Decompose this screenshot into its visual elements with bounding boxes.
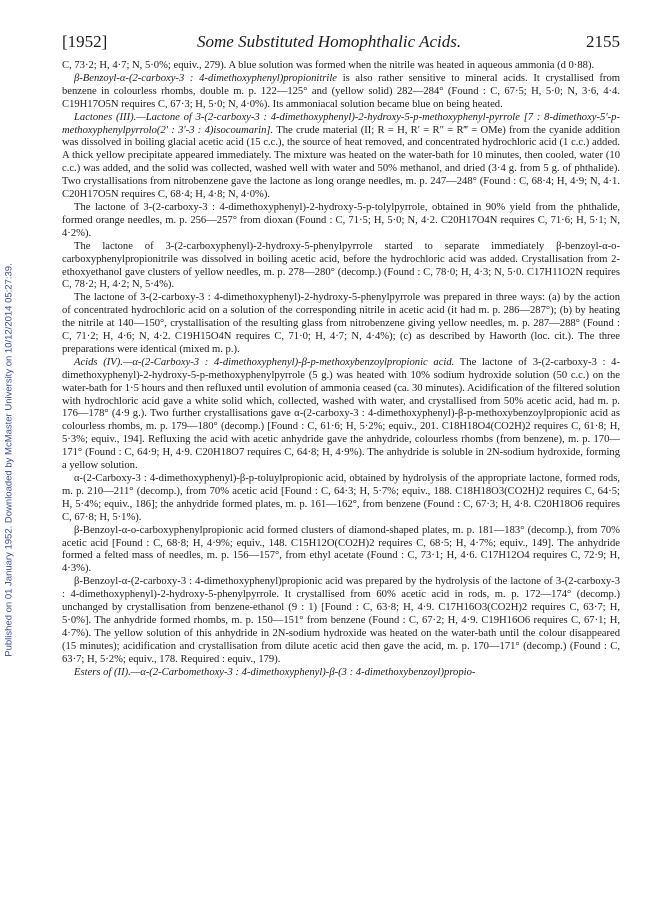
paragraph-lead: β-Benzoyl-α-(2-carboxy-3 : 4-dimethoxyphenyl)propionitrile <box>74 72 338 84</box>
paragraph-lead: Lactones (III).—Lactone of 3-(2-carboxy-3 : 4-dimethoxyphenyl)-2-hydroxy-5-p-methoxyphenyl-pyrrole [7 : 8-dimethoxy-5′-p-methoxyphenylpyrrolo(2′ : 3′-3 : 4)isocoumarin]. <box>62 111 620 136</box>
running-header <box>62 32 620 54</box>
paragraph-text: α-(2-Carboxy-3 : 4-dimethoxyphenyl)-β-p-toluylpropionic acid, obtained by hydrolysis of the appropriate lactone, formed rods, m. p. 210—211° (decomp.), from 70% acetic acid [Found : C, 64·3; H, 5·7%; equiv., 188. C18H18O3(CO2H)2 requires C, 64·5; H, 5·4%; equiv., 186]; the anhydride formed plates, m. p. 161—162°, from benzene (Found : C, 67·3; H, 4·8. C20H18O6 requires C, 67·8; H, 5·1%). <box>62 473 620 523</box>
download-notice-text: Published on 01 January 1952. Downloaded by McMaster University on 10/12/2014 05:27:39. <box>3 263 15 657</box>
paragraph <box>62 241 620 293</box>
paragraph <box>62 667 620 680</box>
running-title: Some Substituted Homophthalic Acids. <box>197 32 462 51</box>
paragraph <box>62 292 620 357</box>
paragraph-text: The lactone of 3-(2-carboxy-3 : 4-dimethoxyphenyl)-2-hydroxy-5-phenylpyrrole was prepared in three ways: (a) by the action of concentrated hydrochloric acid on a solution of the corresponding nitrile in acetic acid (it had m. p. 286—287°); (b) by heating the nitrile at 140—150°, crystallisation of the resulting glass from nitrobenzene giving yellow needles, m. p. 287—288° (Found : C, 71·2; H, 4·6; N, 4·2. C19H15O4N requires C, 71·0; H, 4·7; N, 4·4%); (c) as described by Haworth (loc. cit.). The three preparations were identical (mixed m. p.). <box>62 292 620 355</box>
paragraph <box>62 357 620 473</box>
paragraph-text: β-Benzoyl-α-(2-carboxy-3 : 4-dimethoxyphenyl)propionic acid was prepared by the hydrolysis of the lactone of 3-(2-carboxy-3 : 4-dimethoxyphenyl)-2-hydroxy-5-phenylpyrrole. It crystallised from 60% acetic acid in rods, m. p. 172—174° (decomp.) unchanged by crystallisation from benzene-ethanol (9 : 1) [Found : C, 63·8; H, 4·9. C17H16O3(CO2H)2 requires C, 63·7; H, 5·0%]. The anhydride formed rhombs, m. p. 150—151° from benzene (Found : C, 67·2; H, 4·9. C19H16O6 requires C, 67·1; H, 4·7%). The yellow solution of this anhydride in 2N-sodium hydroxide was heated on the water-bath until the colour disappeared (15 minutes); acidification and crystallisation from dilute acetic acid then gave the acid, m. p. 170—171° (decomp.) (Found : C, 63·7; H, 5·2%; equiv., 178. Required : equiv., 179). <box>62 576 620 665</box>
paragraph-text: β-Benzoyl-α-o-carboxyphenylpropionic acid formed clusters of diamond-shaped plates, m. p. 181—183° (decomp.), from 70% acetic acid [Found : C, 68·8; H, 4·9%; equiv., 148. C15H12O(CO2H)2 requires C, 68·5; H, 4·7%; equiv., 149]. The anhydride formed a felted mass of needles, m. p. 156—157°, from ethyl acetate (Found : C, 73·1; H, 4·6. C17H12O4 requires C, 72·9; H, 4·3%). <box>62 524 620 575</box>
paragraph-text: The lactone of 3-(2-carboxy-3 : 4-dimethoxyphenyl)-2-hydroxy-5-p-methoxyphenylpyrrole (5 g.) was heated with 10% sodium hydroxide solution (50 c.c.) on the water-bath for 1·5 hours and then refluxed until evolution of ammonia ceased (ca. 30 minutes). Acidification of the filtered solution with hydrochloric acid gave a white solid which, collected, washed with water, and crystallised from 50% acetic acid, had m. p. 176—178° (4·9 g.). Two further crystallisations gave α-(2-carboxy-3 : 4-dimethoxyphenyl)-β-p-methoxybenzoylpropionic acid as colourless rhombs, m. p. 179—180° (decomp.) [Found : C, 61·6; H, 5·2%; equiv., 201. C18H18O4(CO2H)2 requires C, 61·8; H, 5·3%; equiv., 194]. Refluxing the acid with acetic anhydride gave the anhydride, colourless rhombs (from benzene), m. p. 170—171° (Found : C, 64·9; H, 4·9. C20H18O7 requires C, 64·8; H, 4·9%). The anhydride is soluble in 2N-sodium hydroxide, forming a yellow solution. <box>62 356 620 472</box>
download-notice <box>1 160 17 760</box>
paragraph-text: The crude material (II; R = H, R′ = R″ = R‴ = OMe) from the cyanide addition was dissolved in boiling glacial acetic acid (15 c.c.), the source of heat removed, and concentrated hydrochloric acid (1 c.c.) added. A thick yellow precipitate appeared immediately. The mixture was heated on the water-bath for 10 minutes, then cooled, water (10 c.c.) was added, and the solid was collected, washed well with water and 50% methanol, and dried (3·4 g. from 5 g. of phthalide). Two crystallisations from nitrobenzene gave the lactone as long orange needles, m. p. 247—248° (Found : C, 68·4; H, 4·9; N, 4·1. C20H17O5N requires C, 68·4; H, 4·8; N, 4·0%). <box>62 124 620 201</box>
paragraph <box>62 112 620 202</box>
paragraph <box>62 576 620 666</box>
journal-year: [1952] <box>62 32 108 51</box>
paragraph-lead: Esters of (II).—α-(2-Carbomethoxy-3 : 4-dimethoxyphenyl)-β-(3 : 4-dimethoxybenzoyl)propio- <box>74 666 476 678</box>
paragraph <box>62 473 620 525</box>
paragraph-text: The lactone of 3-(2-carboxy-3 : 4-dimethoxyphenyl)-2-hydroxy-5-p-tolylpyrrole, obtained in 90% yield from the phthalide, formed orange needles, m. p. 256—257° from dioxan (Found : C, 71·5; H, 5·0; N, 4·2. C20H17O4N requires C, 71·6; H, 5·1; N, 4·2%). <box>62 201 620 239</box>
article-body <box>62 60 620 680</box>
paragraph <box>62 73 620 112</box>
paragraph-lead: Acids (IV).—α-(2-Carboxy-3 : 4-dimethoxyphenyl)-β-p-methoxybenzoylpropionic acid. <box>74 356 455 368</box>
paragraph-text: is also rather sensitive to mineral acids. It crystallised from benzene in colourless rhombs, double m. p. 122—125° and (yellow solid) 282—284° (Found : C, 67·5; H, 5·0; N, 3·6, 4·4. C19H17O5N requires C, 67·3; H, 5·0; N, 4·0%). Its ammoniacal solution became blue on being heated. <box>62 72 620 110</box>
paragraph-text: The lactone of 3-(2-carboxyphenyl)-2-hydroxy-5-phenylpyrrole started to separate immediately β-benzoyl-α-o-carboxyphenylpropionitrile was dissolved in boiling acetic acid, before the hydrochloric acid was added. Crystallisation from 2-ethoxyethanol gave clusters of yellow needles, m. p. 278—280° (decomp.) (Found : C, 78·0; H, 4·3; N, 5·0. C17H11O2N requires C, 78·2; H, 4·2; N, 5·4%). <box>62 240 620 291</box>
paragraph <box>62 202 620 241</box>
page-number: 2155 <box>586 32 620 51</box>
paragraph-text: C, 73·2; H, 4·7; N, 5·0%; equiv., 279). A blue solution was formed when the nitrile was heated in aqueous ammonia (d 0·88). <box>62 60 595 71</box>
paragraph <box>62 525 620 577</box>
paragraph <box>62 60 620 73</box>
